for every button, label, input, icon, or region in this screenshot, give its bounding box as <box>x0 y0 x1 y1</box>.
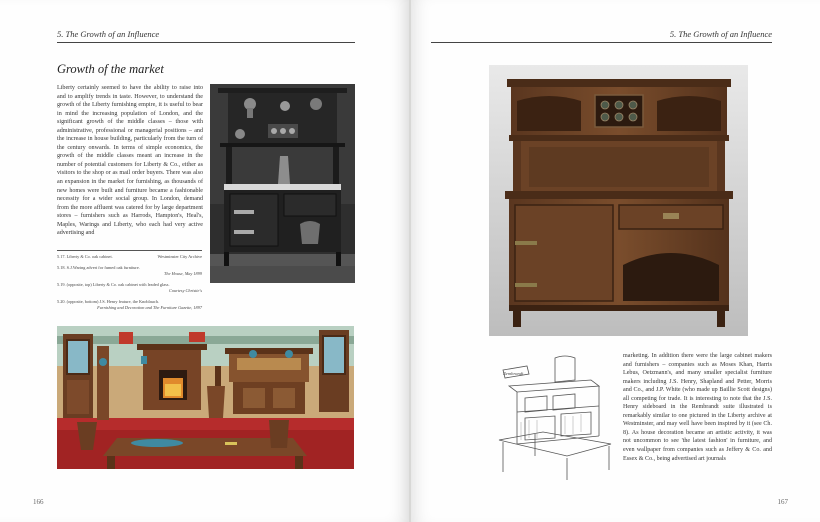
section-title: Growth of the market <box>57 62 164 76</box>
caption-5-20: 5.20. (opposite, bottom) J.S. Henry feature, the Knoblauch. Furnishing and Decoration and The Furniture Gazette, 1897 <box>57 299 202 310</box>
captions <box>57 254 202 316</box>
body-text: Liberty certainly seemed to have the ability to raise into and to amplify trends in taste. However, to understand the growth of the Liberty furnishing empire, it is useful to bear in mind the increasing population of London, and the significant growth of the middle classes – those with administrative, professional or managerial positions – and the increase in house building, particularly from the turn of the century onwards. In terms of simple economics, the growth of the middle classes meant an increase in the number of potential customers for Liberty & Co., either as visitors to the shop or as mail order buyers. There was also an expansion in the market for furnishing, as thousands of new homes were built and furniture became a fashionable necessity for a wider social group. In London, demand from the more affluent was catered for by large department stores – furnishers such as Harrods, Hampton's, Heal's, Maples, Warings and Liberty, who each had very active advertising and <box>57 85 203 237</box>
running-head: 5. The Growth of an Influence <box>57 29 160 39</box>
left-page <box>0 0 409 522</box>
caption-5-19: 5.19. (opposite, top) Liberty & Co. oak cabinet with leaded glass. Courtesy Christie's <box>57 282 202 293</box>
header-rule <box>57 42 355 43</box>
header-rule <box>431 42 772 43</box>
caption-rule <box>57 250 202 251</box>
illustration-knoblauch-room <box>57 326 354 469</box>
page-number: 166 <box>33 498 44 506</box>
page-number: 167 <box>777 498 788 506</box>
right-page <box>411 0 820 522</box>
body-text: marketing. In addition there were the large cabinet makers and furnishers – companies such as Moses Khan, Harris Lebus, Oetzmann's, and many smaller specialist furniture makers including J.S. Henry, Shapland and Petter, Morris and Co., and J.P. White (who made up Baillie Scott designs) all competing for trade. It is interesting to note that the J.S. Henry sideboard in the Rembrandt suite illustrated is remarkably similar to one pictured in the Liberty archive at Westminster, and may well have been inspired by it (see Ch. 8). As house decoration became an artistic activity, it was not uncommon to see 'the latest fashion' in furniture, and even wallpaper from companies such as Jeffery & Co. and Essex & Co., being advertised art journals <box>623 353 772 462</box>
caption-5-18: 5.18. S.J.Waring advert for fumed oak furniture. The House, May 1899 <box>57 265 202 276</box>
engraving-rembrandt-sideboard <box>495 352 615 483</box>
photo-oak-cabinet-bw <box>210 84 355 283</box>
running-head: 5. The Growth of an Influence <box>669 29 772 39</box>
photo-oak-cabinet-leaded-glass <box>489 65 748 336</box>
caption-5-17: 5.17. Liberty & Co. oak cabinet. Westminster City Archive <box>57 254 202 259</box>
sketch-label: Rembrandt <box>503 371 524 376</box>
